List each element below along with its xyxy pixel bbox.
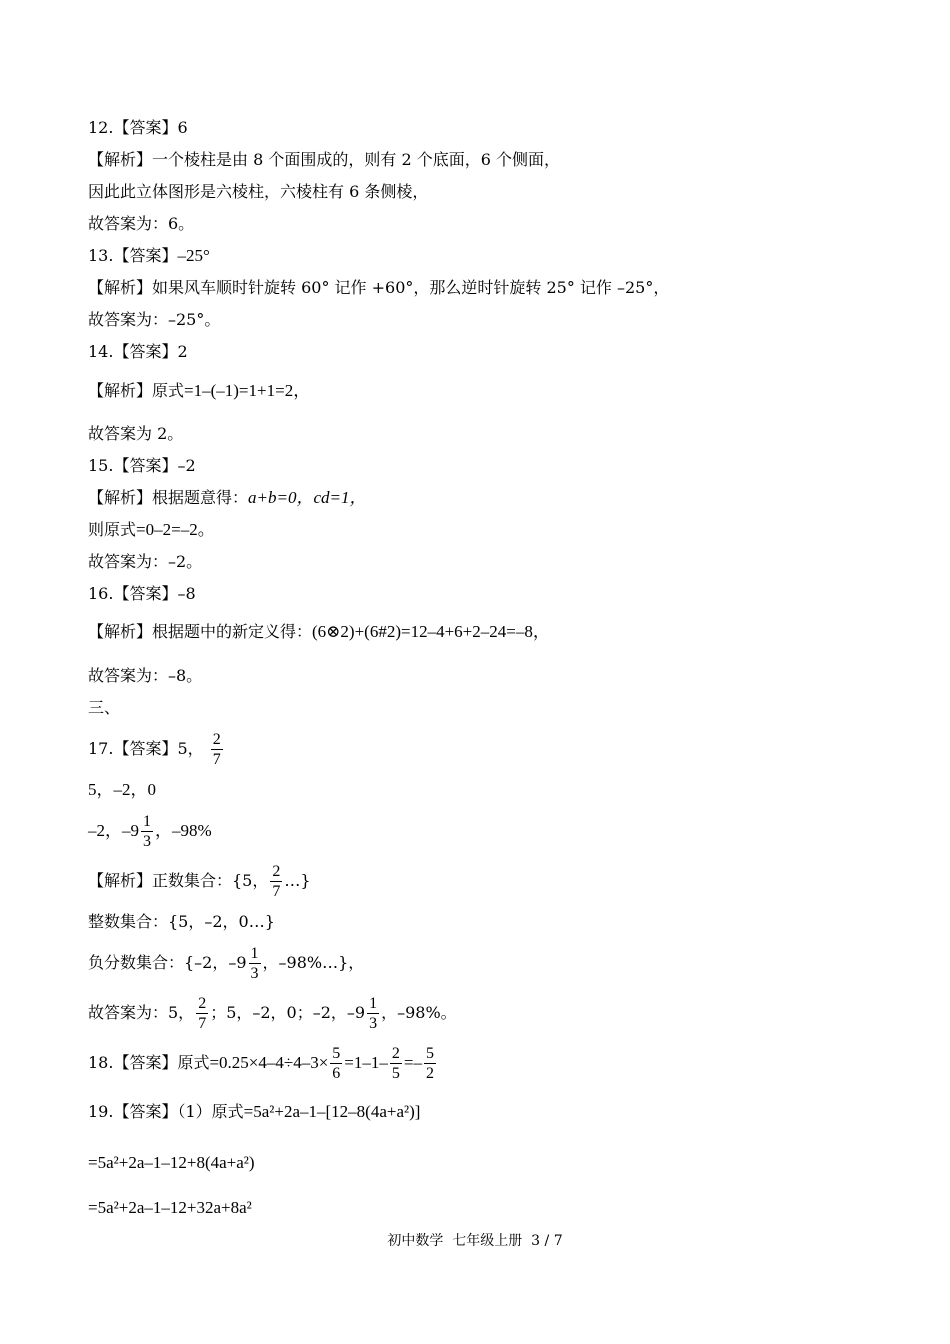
q12-answer: 12.【答案】6: [88, 118, 188, 137]
q14-conclusion: 故答案为 2。: [88, 424, 184, 443]
q19-answer: 19.【答案】（1）原式=5a²+2a–1–[12–8(4a+a²)]: [88, 1102, 421, 1121]
fraction-2-5: $\frac{2}{5}$: [391, 1045, 400, 1082]
q13-answer: 13.【答案】–25°: [88, 246, 210, 265]
q14-analysis: 【解析】原式=1–(–1)=1+1=2，: [88, 381, 311, 400]
q13-conclusion: 故答案为：–25°。: [88, 310, 221, 329]
fraction-2-7: $\frac{2}{7}$: [198, 995, 207, 1032]
q15-answer: 15.【答案】–2: [88, 456, 196, 475]
fraction-2-7: $\frac{2}{7}$: [272, 863, 281, 900]
q12-analysis-2: 因此此立体图形是六棱柱，六棱柱有 6 条侧棱，: [88, 182, 429, 201]
q17-analysis-negative-fractions: 负分数集合：{–2，–9 $\frac{1}{3}$ ，–98%…}，: [88, 945, 365, 982]
fraction-1-3: $\frac{1}{3}$: [250, 945, 259, 982]
q19-step-2: =5a²+2a–1–12+32a+8a²: [88, 1198, 252, 1217]
q12-conclusion: 故答案为：6。: [88, 214, 195, 233]
fraction-1-3: $\frac{1}{3}$: [369, 995, 378, 1032]
fraction-5-6: $\frac{5}{6}$: [332, 1045, 341, 1082]
q17-negative-fractions: –2，–9 $\frac{1}{3}$ ，–98%: [88, 813, 212, 850]
q17-conclusion: 故答案为：5， $\frac{2}{7}$ ；5，–2，0；–2，–9 $\frac{1}{3}$ ，–98%。: [88, 995, 457, 1032]
q14-answer: 14.【答案】2: [88, 342, 188, 361]
q15-step: 则原式=0–2=–2。: [88, 520, 215, 539]
q16-analysis: 【解析】根据题中的新定义得：(6⊗2)+(6#2)=12–4+6+2–24=–8，: [88, 622, 550, 641]
q15-conclusion: 故答案为：–2。: [88, 552, 203, 571]
fraction-5-2: $\frac{5}{2}$: [425, 1045, 434, 1082]
q19-step-1: =5a²+2a–1–12+8(4a+a²): [88, 1153, 255, 1172]
q15-analysis: 【解析】根据题意得：a+b=0，cd=1，: [88, 488, 367, 507]
fraction-1-3: $\frac{1}{3}$: [143, 813, 151, 850]
q17-analysis-integers: 整数集合：{5，–2，0…}: [88, 912, 275, 931]
q13-analysis: 【解析】如果风车顺时针旋转 60° 记作 +60°，那么逆时针旋转 25° 记作 –25°，: [88, 278, 670, 297]
q17-analysis-positive: 【解析】正数集合：{5， $\frac{2}{7}$ …}: [88, 863, 311, 900]
q18-answer: 18.【答案】原式=0.25×4–4÷4–3× $\frac{5}{6}$ =1–1– $\frac{2}{5}$ =– $\frac{5}{2}$: [88, 1045, 434, 1082]
q12-analysis-1: 【解析】一个棱柱是由 8 个面围成的，则有 2 个底面，6 个侧面，: [88, 150, 560, 169]
q16-answer: 16.【答案】–8: [88, 584, 196, 603]
q16-conclusion: 故答案为：–8。: [88, 666, 203, 685]
section-heading: 三、: [88, 698, 121, 717]
q17-integers: 5，–2，0: [88, 780, 156, 799]
q17-answer: 17.【答案】5， $\frac{2}{7}$: [88, 731, 221, 768]
page-footer: 初中数学 七年级上册 3 / 7: [387, 1233, 563, 1249]
fraction-2-7: $\frac{2}{7}$: [212, 731, 221, 768]
